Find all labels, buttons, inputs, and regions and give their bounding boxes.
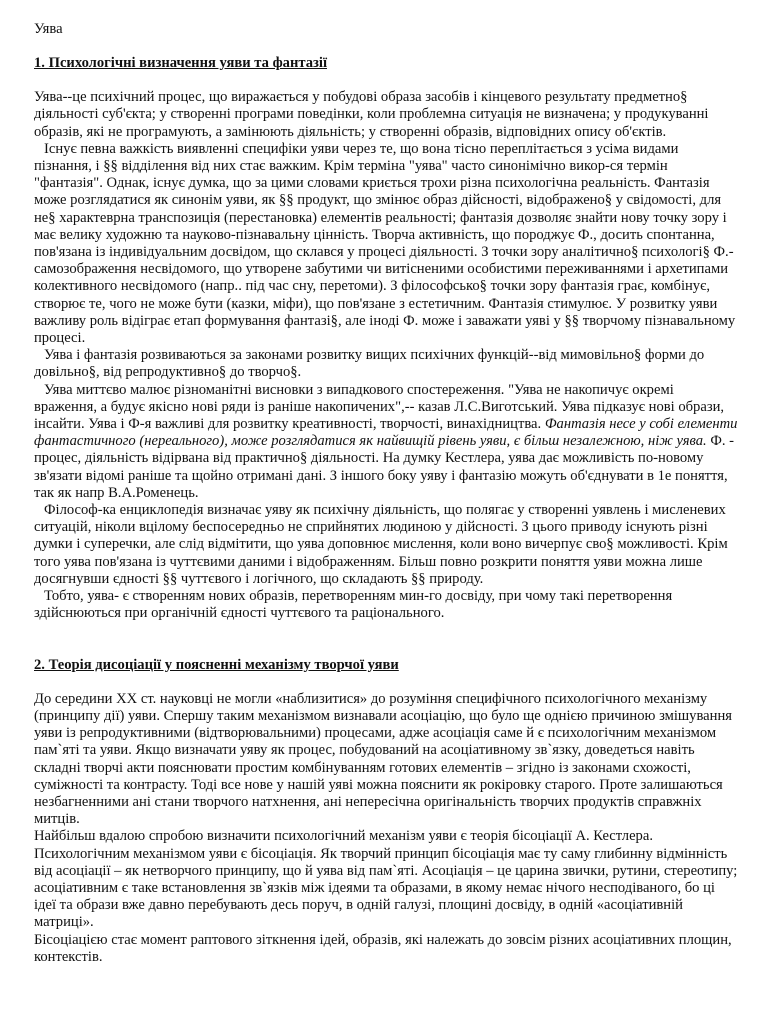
section-1-paragraph-4-part-a: Уява миттєво малює різноманітні висновки з випадкового спостереження. "Уява не накопичує окремі враження, а будує якісно нові ряди із раніше накопичених",-- казав Л.С.Виготський. Уява підказує нові образи, інсайти. Уява і Ф-я важливі для розвитку креативності, творчості, винахідництва. xyxy=(34,381,725,433)
section-1-paragraph-6: Тобто, уява- є створенням нових образів, перетворенням мин-го досвіду, при чому такі перетворення здійснюються при органічній єдності чуттєвого та раціонального. xyxy=(34,588,673,622)
section-2-paragraph-1: До середини XX ст. науковці не могли «наблизитися» до розуміння специфічного психологічного механізму (принципу дії) уяви. Спершу таким механізмом визнавали асоціацію, що було ще однією причиною змішування уяви із репродуктивними (відтворювальними) процесами, адже асоціація саме й є психологічним механізмом пам`яті та уяви. Якщо визначати уяву як процес, побудований на асоціативному зв`язку, доведеться навіть складні творчі акти пояснювати простим комбінуванням готових елементів – згідно із законами схожості, суміжності та контрасту. Тоді все нове у нашій уяві можна пояснити як рокіровку старого. Проте залишаються незбагненними ані стани творчого натхнення, ані непересічна оригінальність творчих продуктів справжніх митців. xyxy=(34,690,732,828)
section-1-paragraph-2: Існує певна важкість виявленні специфіки уяви через те, що вона тісно переплітається з усіма видами пізнання, і §§ відділення від них стає важким. Крім терміна "уява" часто синонімічно викор-ся термін "фантазія". Однак, існує думка, що за цими словами криється трохи різна психологічна реальність. Фантазія може розглядатися як синонім уяви, як §§ продукт, що змінює образ дійсності, відображено§ у свідомості, для не§ характеврна транспозиція (перестановка) елементів реальності; фантазія дозволяє знайти нову точку зору і має велику художню та науково-пізнавальну цінність. Творча активність, що породжує Ф., досить спонтанна, пов'язана із індивідуальним досвідом, що склався у процесі діяльності. З точки зору аналітично§ психологі§ Ф.- самозображення несвідомого, що утворене забутими чи витісненими особистими переживаннями і архетипами колективного несвідомого (напр.. під час сну, перетоми). З філософсько§ точки зору фантазія грає, комбінує, створює те, чого не може бути (казки, міфи), що пов'язане з естетичним. Фантазія стимулює. У розвитку уяви важливу роль відіграє етап формування фантазі§, але іноді Ф. може і заважати уяві у §§ творчому пізнавальному процесі. xyxy=(34,140,736,347)
document-page xyxy=(34,21,738,966)
section-1-heading: 1. Психологічні визначення уяви та фантазії xyxy=(34,55,328,71)
section-2-paragraph-3: Бісоціацією стає момент раптового зіткнення ідей, образів, які належать до зовсім різних асоціативних площин, контекстів. xyxy=(34,931,732,965)
section-2-paragraph-2: Найбільш вдалою спробою визначити психологічний механізм уяви є теорія бісоціації А. Кестлера. Психологічним механізмом уяви є бісоціація. Як творчий принцип бісоціація має ту саму глибинну відмінність від асоціації – як нетворчого принципу, що й уява від пам`яті. Асоціація – це царина звички, рутини, стереотипу; асоціативним є таке встановлення зв`язків між ідеями та образами, в якому немає нічого несподіваного, бо ці ідеї та образи вже давно перебувають десь поруч, в одній галузі, площині досвіду, в одній «асоціативній матриці». xyxy=(34,828,738,931)
section-1-paragraph-5: Філософ-ка енциклопедія визначає уяву як психічну діяльність, що полягає у створенні уявлень і мисленевих ситуацій, ніколи вцілому беспосередньо не сприйнятих людиною у дійсності. З цього приводу існують різні думки і суперечки, але слід відмітити, що уява доповнює мислення, коли воно вичерпує сво§ можливості. Крім того уява пов'язана із чуттєвими даними і відображенням. Більш повно розкрити поняття уяви можна лише досягнувши єдності §§ чуттєвого і логічного, що складають §§ природу. xyxy=(34,502,728,587)
section-1-body xyxy=(34,89,738,622)
section-1-paragraph-3: Уява і фантазія розвиваються за законами розвитку вищих психічних функцій--від мимовільно§ форми до довільно§, від репродуктивно§ до творчо§. xyxy=(34,347,705,381)
section-1-paragraph-4-italic: Фантазія несе у собі елементи фантастичного (нереального), може розглядатися як найвищій рівень уяви, є більш незалежною, ніж уява. xyxy=(34,416,738,450)
document-title: Уява xyxy=(34,21,63,37)
section-1-paragraph-4-part-b: Ф. - процес, діяльність відірвана від практично§ діяльності. На думку Кестлера, уява дає можливість по-новому зв'язати відомі раніше та щойно отримані дані. З іншого боку уяву і фантазію можуть об'єднувати в 1е поняття, так як напр В.А.Роменець. xyxy=(34,433,735,501)
section-2-body xyxy=(34,691,738,966)
section-2-heading: 2. Теорія дисоціації у поясненні механізму творчої уяви xyxy=(34,656,399,673)
section-1-paragraph-1: Уява--це психічний процес, що виражається у побудові образа засобів і кінцевого результату предметно§ діяльності суб'єкта; у створенні програми поведінки, коли проблемна ситуація не визначена; у продукуванні образів, які не програмують, а замінюють діяльність; у створенні образів, відповідних опису об'єктів. xyxy=(34,89,709,140)
section-1-paragraph-4 xyxy=(34,382,738,502)
